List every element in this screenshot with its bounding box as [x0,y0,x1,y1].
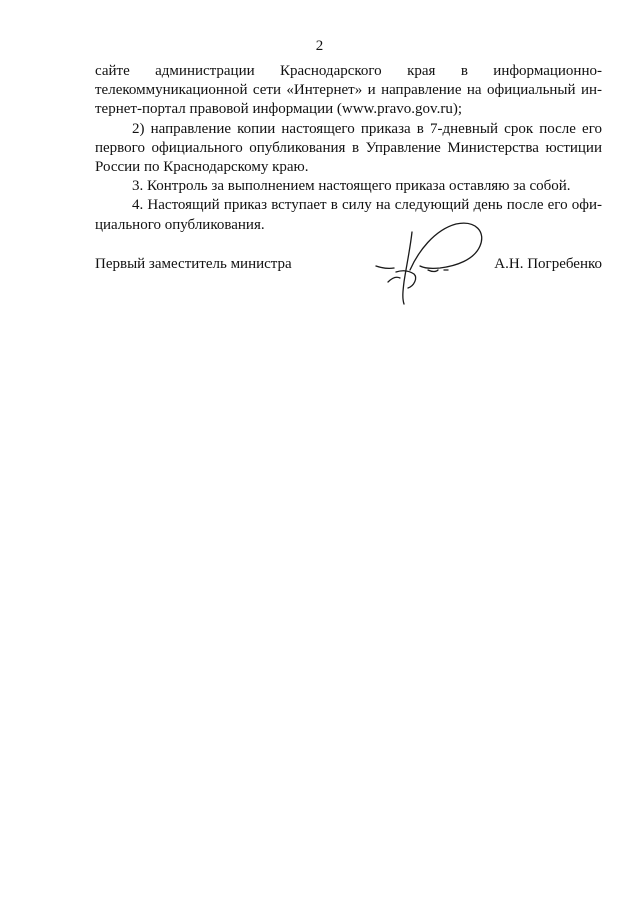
text-line: 3. Контроль за выполнением настоящего приказа оставляю за собой. [132,178,571,195]
text-line: 4. Настоящий приказ вступает в силу на следующий день после его офи- [132,197,602,214]
text-line: первого официального опубликования в Управление Министерства юстиции [95,139,602,156]
text-line: сайте администрации Краснодарского края в информационно- [95,63,602,79]
text-line: России по Краснодарскому краю. [95,159,309,176]
signature-block [95,254,602,276]
paragraph-ministry-of-justice [95,120,602,178]
text-line: тернет-портал правовой информации (www.pravo.gov.ru); [95,101,462,118]
page-number: 2 [315,38,324,54]
signer-title: Первый заместитель министра [95,256,292,272]
text-line: 2) направление копии настоящего приказа в 7-дневный срок после его [132,120,602,137]
document-body [95,62,602,235]
paragraph-control [95,177,602,196]
text-line: телекоммуникационной сети «Интернет» и направление на официальный ин- [95,82,602,99]
text-line: циального опубликования. [95,216,265,233]
paragraph-website-publication [95,62,602,120]
signer-name: А.Н. Погребенко [494,256,602,272]
